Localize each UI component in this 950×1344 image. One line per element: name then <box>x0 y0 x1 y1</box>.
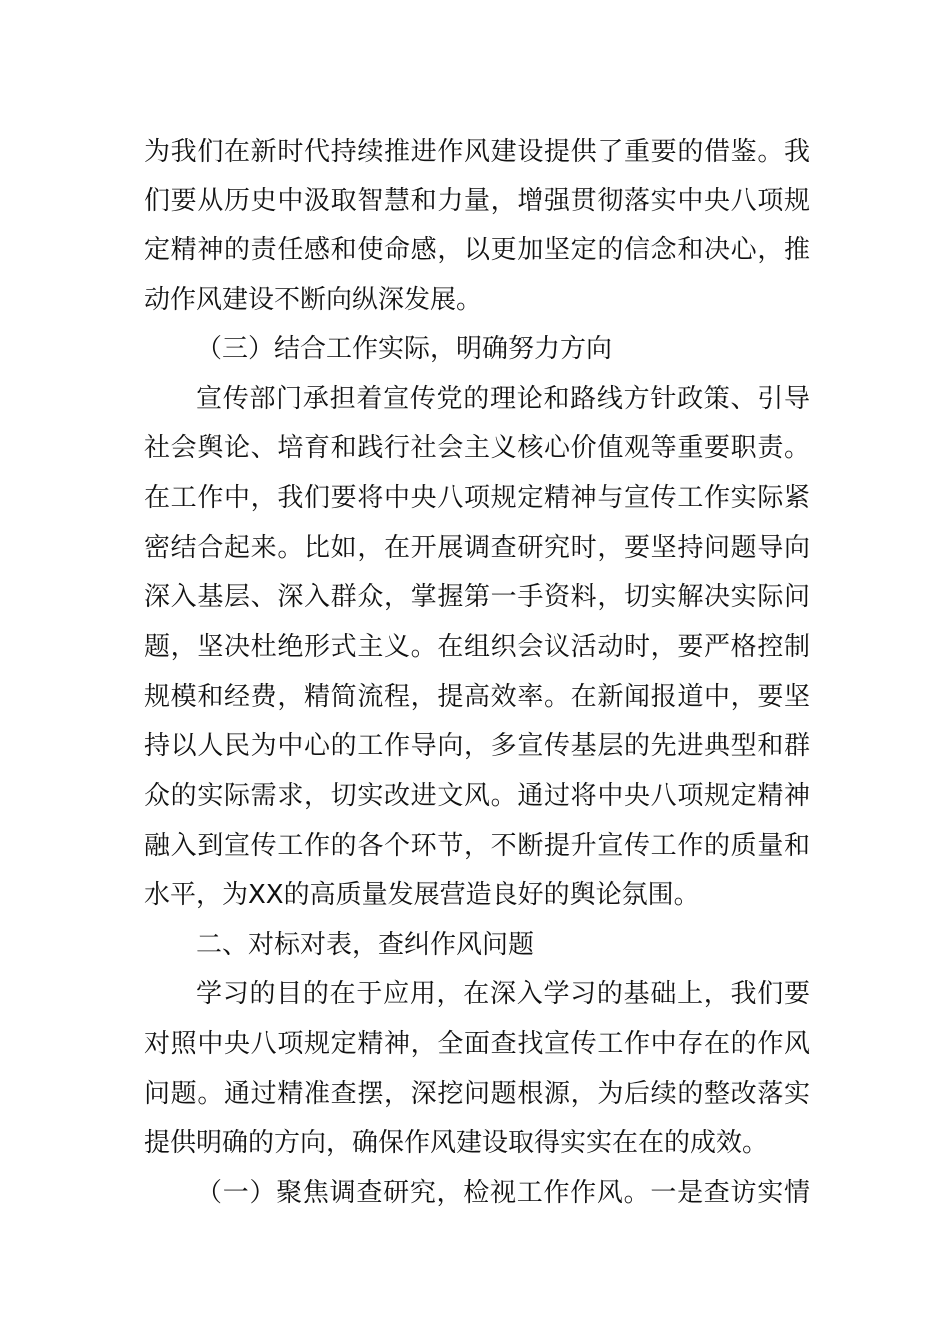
text-line: 社会舆论、培育和践行社会主义核心价值观等重要职责。 <box>144 433 810 463</box>
text-line: 融入到宣传工作的各个环节，不断提升宣传工作的质量和 <box>144 831 810 861</box>
text-line: 对照中央八项规定精神，全面查找宣传工作中存在的作风 <box>144 1029 810 1059</box>
paragraph-first-line: 学习的目的在于应用，在深入学习的基础上，我们要 <box>196 979 810 1009</box>
text-line: 水平，为XX的高质量发展营造良好的舆论氛围。 <box>144 880 700 910</box>
text-line: 在工作中，我们要将中央八项规定精神与宣传工作实际紧 <box>144 483 810 513</box>
section-heading: 二、对标对表，查纠作风问题 <box>196 930 535 960</box>
text-line: 们要从历史中汲取智慧和力量，增强贯彻落实中央八项规 <box>144 186 810 216</box>
text-line: 定精神的责任感和使命感，以更加坚定的信念和决心，推 <box>144 235 810 265</box>
text-line: 深入基层、深入群众，掌握第一手资料，切实解决实际问 <box>144 582 810 612</box>
paragraph-first-line: （一）聚焦调查研究，检视工作作风。一是查访实情 <box>196 1178 810 1208</box>
section-heading: （三）结合工作实际，明确努力方向 <box>196 334 613 364</box>
paragraph-first-line: 宣传部门承担着宣传党的理论和路线方针政策、引导 <box>196 384 810 414</box>
text-line: 动作风建设不断向纵深发展。 <box>144 285 483 315</box>
text-line: 提供明确的方向，确保作风建设取得实实在在的成效。 <box>144 1128 769 1158</box>
text-line: 密结合起来。比如，在开展调查研究时，要坚持问题导向 <box>144 533 810 563</box>
text-line: 问题。通过精准查摆，深挖问题根源，为后续的整改落实 <box>144 1079 810 1109</box>
text-line: 为我们在新时代持续推进作风建设提供了重要的借鉴。我 <box>144 137 810 167</box>
text-line: 规模和经费，精简流程，提高效率。在新闻报道中，要坚 <box>144 682 810 712</box>
text-line: 众的实际需求，切实改进文风。通过将中央八项规定精神 <box>144 781 810 811</box>
text-line: 持以人民为中心的工作导向，多宣传基层的先进典型和群 <box>144 731 810 761</box>
text-line: 题，坚决杜绝形式主义。在组织会议活动时，要严格控制 <box>144 632 810 662</box>
